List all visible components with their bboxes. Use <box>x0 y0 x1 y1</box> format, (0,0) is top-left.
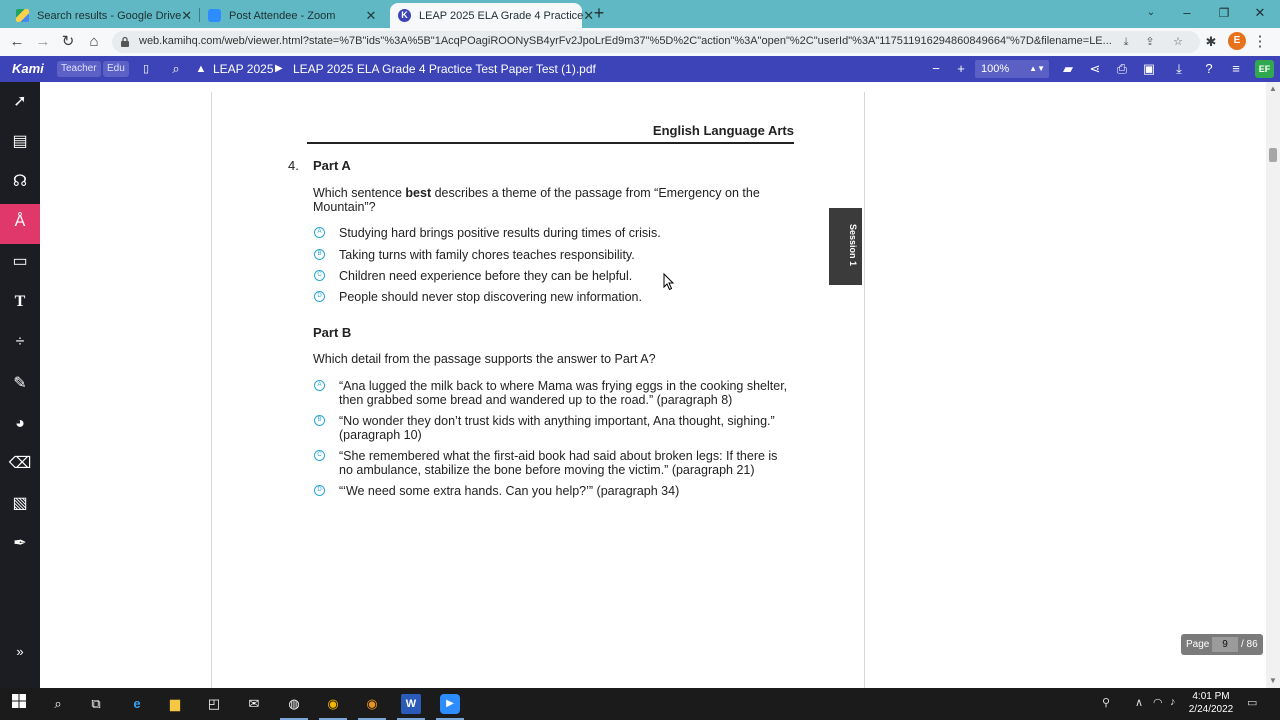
answer-bubble[interactable]: A <box>314 227 325 238</box>
task-view-icon[interactable]: ⧉ <box>91 696 101 711</box>
google-drive-icon <box>16 9 29 22</box>
prompt-text: describes a theme of the passage from “Emergency on the <box>431 186 760 200</box>
home-icon[interactable]: ⌂ <box>89 33 99 50</box>
zoom-caret-icon: ▲▼ <box>1029 64 1045 73</box>
page-indicator <box>1181 634 1263 655</box>
add-media-icon[interactable]: ▧ <box>12 495 28 512</box>
option-text: People should never stop discovering new information. <box>339 290 642 304</box>
zoom-app-icon[interactable]: ▶ <box>440 694 460 714</box>
url-text: web.kamihq.com/web/viewer.html?state=%7B"ids"%3A%5B"1AcqPOagiROONySB4yrFv2JpoLrEd9m37"%5D%2C"action"%3A"open"%2C"userId"%3A"117511916294860849664"%7D&filename=LE... <box>139 35 1112 47</box>
mouse-cursor-icon <box>663 273 675 291</box>
mail-icon[interactable]: ✉ <box>248 696 260 711</box>
option-text: “‘We need some extra hands. Can you help?’” (paragraph 34) <box>339 484 680 498</box>
teacher-badge: Teacher <box>57 61 101 77</box>
comment-icon[interactable]: ▭ <box>12 253 28 270</box>
kami-icon: K <box>398 9 411 22</box>
chrome-profile-icon[interactable]: ◉ <box>362 694 382 714</box>
option-text: “She remembered what the first-aid book had said about broken legs: If there is no ambulance, stabilize the bone before moving the victim.” (paragraph 21) <box>339 449 778 477</box>
bookmark-star-icon[interactable]: ☆ <box>1173 36 1183 48</box>
tab-title: Post Attendee - Zoom <box>229 9 336 22</box>
scroll-up-arrow-icon[interactable]: ▲ <box>1269 84 1277 93</box>
tab-google-drive[interactable] <box>8 3 198 28</box>
tab-title: Search results - Google Drive <box>37 9 182 22</box>
part-b-prompt: Which detail from the passage supports the answer to Part A? <box>313 352 656 366</box>
kami-toolbar <box>0 56 1280 82</box>
select-cursor-icon[interactable]: ➚ <box>13 93 27 110</box>
part-b-option-c[interactable] <box>314 449 804 477</box>
page-header-subject: English Language Arts <box>652 123 794 138</box>
install-app-icon[interactable]: ⤓ <box>1123 36 1129 48</box>
tab-search-chevron-icon[interactable]: ⌄ <box>1146 7 1156 18</box>
zoom-in-icon[interactable]: + <box>957 61 965 76</box>
zoom-select[interactable] <box>975 60 1049 78</box>
browser-tab-strip <box>0 0 1280 28</box>
scrollbar-thumb[interactable] <box>1269 148 1277 162</box>
part-a-title: Part A <box>313 158 351 173</box>
reload-icon[interactable]: ↻ <box>61 33 75 50</box>
windows-taskbar <box>0 688 1280 720</box>
share-icon[interactable]: ⇪ <box>1145 36 1155 48</box>
download-icon[interactable]: ⤓ <box>1176 61 1182 76</box>
people-icon[interactable]: ⚲ <box>1102 697 1111 709</box>
tray-chevron-icon[interactable]: ∧ <box>1135 697 1144 709</box>
profile-avatar[interactable]: E <box>1228 32 1246 50</box>
page-number-input[interactable]: 9 <box>1212 637 1238 652</box>
part-a-option-c[interactable] <box>314 269 804 283</box>
option-text: “Ana lugged the milk back to where Mama was frying eggs in the cooking shelter, then grabbed some bread and wandered up to the road.” (paragraph 8) <box>339 379 788 407</box>
notification-icon[interactable]: ▭ <box>1247 697 1258 709</box>
kami-tool-sidebar <box>0 82 40 688</box>
browser-toolbar <box>0 28 1280 56</box>
chrome-menu-icon[interactable]: ⋮ <box>1252 33 1268 50</box>
answer-bubble[interactable]: C <box>314 450 325 461</box>
print-icon[interactable]: ⎙ <box>1116 61 1128 76</box>
scroll-down-arrow-icon[interactable]: ▼ <box>1269 676 1277 685</box>
lock-icon <box>120 36 130 47</box>
search-icon[interactable]: ⌕ <box>172 61 180 76</box>
store-icon[interactable]: ◰ <box>207 696 221 711</box>
drive-icon: ▲ <box>195 63 207 75</box>
save-icon[interactable]: ▣ <box>1142 61 1156 76</box>
zoom-icon <box>208 9 221 22</box>
zoom-value: 100% <box>981 63 1010 75</box>
forward-arrow-icon[interactable]: → <box>35 33 51 50</box>
answer-bubble[interactable]: B <box>314 249 325 260</box>
session-label: Session 1 <box>848 223 859 267</box>
eraser-icon[interactable]: ⌫ <box>8 455 32 472</box>
tab-zoom[interactable] <box>200 3 386 28</box>
answer-bubble[interactable]: A <box>314 380 325 391</box>
back-arrow-icon[interactable]: ← <box>9 33 25 50</box>
breadcrumb-folder[interactable]: LEAP 2025 <box>213 62 274 76</box>
option-text: “No wonder they don’t trust kids with anything important, Ana thought, sighing.” (paragraph 10) <box>339 414 775 442</box>
part-a-option-d[interactable] <box>314 290 804 304</box>
equation-icon[interactable]: ÷ <box>15 333 25 350</box>
kami-logo: Kami <box>12 61 44 76</box>
help-icon[interactable]: ? <box>1205 61 1213 76</box>
answer-bubble[interactable]: B <box>314 415 325 426</box>
close-tab-icon[interactable]: ✕ <box>365 7 377 23</box>
option-text: Taking turns with family chores teaches responsibility. <box>339 248 635 262</box>
part-a-option-a[interactable] <box>314 226 804 240</box>
edu-badge: Edu <box>103 61 129 77</box>
part-b-option-b[interactable] <box>314 414 804 442</box>
app-icon[interactable]: ◍ <box>284 694 304 714</box>
markup-icon[interactable]: Å <box>14 213 26 230</box>
part-b-title: Part B <box>313 325 352 340</box>
word-icon[interactable]: W <box>401 694 421 714</box>
session-side-tab <box>829 208 862 285</box>
expand-sidebar-icon[interactable]: » <box>16 644 24 659</box>
read-aloud-icon[interactable]: ☊ <box>12 173 28 190</box>
answer-bubble[interactable]: D <box>314 485 325 496</box>
signature-icon[interactable]: ✒ <box>13 535 27 552</box>
clock-date: 2/24/2022 <box>1188 704 1234 715</box>
close-window-button[interactable]: ✕ <box>1254 5 1266 20</box>
part-b-option-a[interactable] <box>314 379 804 407</box>
chrome-icon[interactable]: ◉ <box>323 694 343 714</box>
answer-bubble[interactable]: C <box>314 270 325 281</box>
menu-icon[interactable]: ≡ <box>1232 61 1240 76</box>
minimize-button[interactable]: – <box>1183 5 1191 20</box>
new-tab-button[interactable]: + <box>593 3 605 23</box>
open-folder-icon[interactable]: ▰ <box>1063 61 1073 76</box>
option-text: Children need experience before they can be helpful. <box>339 269 633 283</box>
question-number: 4. <box>288 158 299 173</box>
close-tab-icon[interactable]: ✕ <box>583 7 595 23</box>
edge-icon[interactable]: e <box>133 696 141 711</box>
part-a-option-b[interactable] <box>314 248 804 262</box>
drawing-icon[interactable]: ✎ <box>13 375 27 392</box>
close-tab-icon[interactable]: ✕ <box>181 7 193 23</box>
tab-kami-active[interactable] <box>390 3 595 28</box>
address-bar[interactable] <box>112 31 1200 53</box>
volume-icon[interactable]: ♪ <box>1170 696 1176 708</box>
extensions-puzzle-icon[interactable]: ✱ <box>1205 34 1217 49</box>
vertical-scrollbar[interactable] <box>1266 82 1280 688</box>
sidebar-toggle-icon[interactable]: ▯ <box>142 63 150 75</box>
text-box-icon[interactable]: T <box>14 293 26 310</box>
system-clock[interactable] <box>1185 690 1237 716</box>
windows-start-icon[interactable] <box>9 694 29 714</box>
part-a-prompt <box>313 186 803 214</box>
wifi-icon[interactable]: ◠ <box>1153 697 1163 709</box>
header-rule <box>307 142 794 144</box>
dictionary-icon[interactable]: ▤ <box>12 133 28 150</box>
prompt-text: Mountain”? <box>313 200 376 214</box>
prompt-text: Which sentence <box>313 186 406 200</box>
prompt-bold: best <box>405 186 432 200</box>
shapes-icon[interactable]: ◕ <box>15 415 25 432</box>
zoom-out-icon[interactable]: − <box>932 61 940 76</box>
part-b-option-d[interactable] <box>314 484 804 498</box>
breadcrumb-chevron-icon: ▶ <box>275 63 283 74</box>
share-icon[interactable]: ⋖ <box>1089 61 1101 76</box>
user-avatar[interactable]: EF <box>1255 60 1274 78</box>
search-icon[interactable]: ⌕ <box>54 696 62 711</box>
page-label: Page <box>1186 639 1210 650</box>
page-total: / 86 <box>1241 639 1258 650</box>
restore-button[interactable]: ❐ <box>1218 6 1230 20</box>
tab-title: LEAP 2025 ELA Grade 4 Practice <box>419 9 584 22</box>
answer-bubble[interactable]: D <box>314 291 325 302</box>
document-filename[interactable]: LEAP 2025 ELA Grade 4 Practice Test Paper Test (1).pdf <box>293 62 596 76</box>
clock-time: 4:01 PM <box>1192 691 1230 702</box>
file-explorer-icon[interactable]: ▆ <box>170 696 180 711</box>
option-text: Studying hard brings positive results during times of crisis. <box>339 226 661 240</box>
